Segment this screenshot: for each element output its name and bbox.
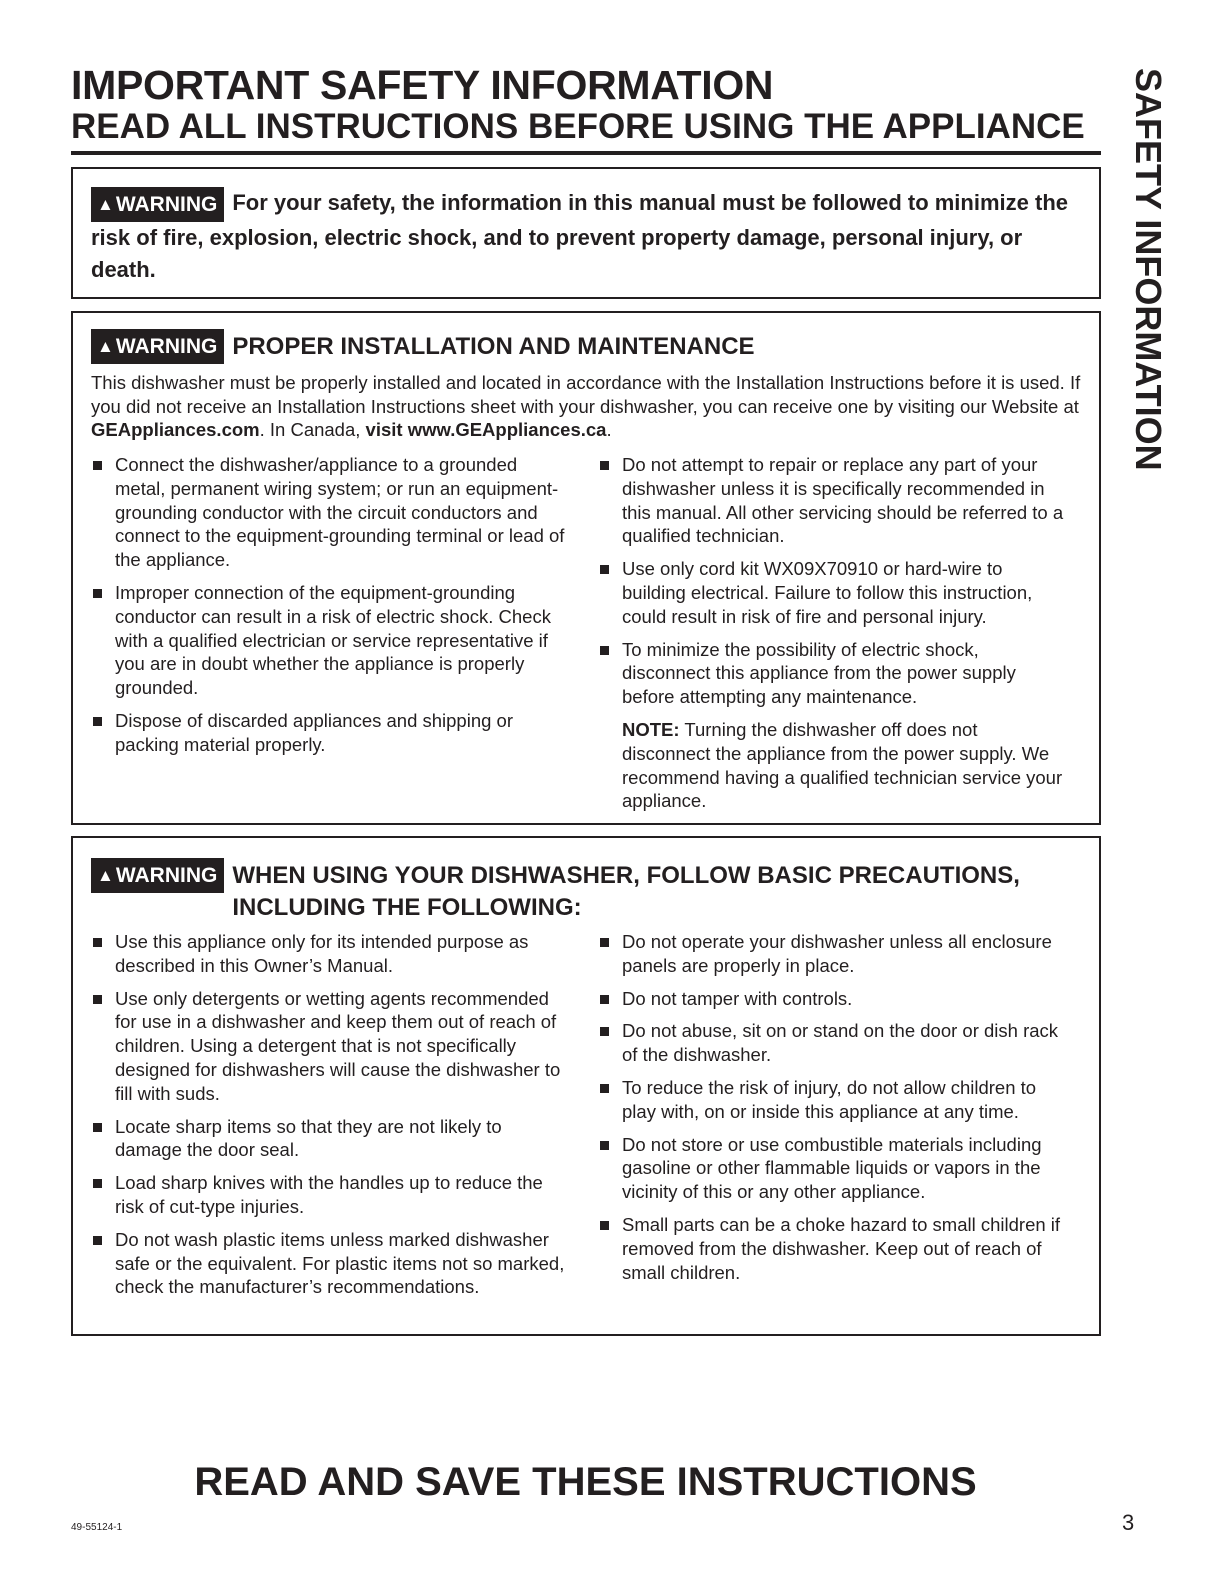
warning-badge: ▲WARNING	[91, 329, 224, 364]
precautions-left-column	[91, 930, 566, 1308]
warning-box-general	[71, 167, 1101, 299]
list-item: Use only detergents or wetting agents recommended for use in a dishwasher and keep them out of reach of children. Using a detergent that is not specifically designed for dishwashers will cause the dishwasher to fill with suds.	[91, 987, 566, 1106]
list-item: Do not tamper with controls.	[598, 987, 1068, 1011]
page-title: IMPORTANT SAFETY INFORMATION	[71, 62, 774, 108]
list-item: Do not attempt to repair or replace any part of your dishwasher unless it is specifically recommended in this manual. All other servicing should be referred to a qualified technician.	[598, 453, 1068, 548]
list-item: Do not wash plastic items unless marked dishwasher safe or the equivalent. For plastic items not so marked, check the manufacturer’s recommendations.	[91, 1228, 566, 1299]
side-tab	[1128, 68, 1188, 528]
list-item: To minimize the possibility of electric shock, disconnect this appliance from the power supply before attempting any maintenance.	[598, 638, 1068, 709]
list-item: Connect the dishwasher/appliance to a grounded metal, permanent wiring system; or run an equipment-grounding conductor with the circuit conductors and connect to the equipment-grounding terminal or lead of the appliance.	[91, 453, 566, 572]
title-divider	[71, 151, 1101, 155]
warning-badge: ▲WARNING	[91, 858, 224, 893]
note-text: Turning the dishwasher off does not disconnect the appliance from the power supply. We recommend having a qualified technician service your appliance.	[622, 718, 1063, 812]
list-item: Locate sharp items so that they are not likely to damage the door seal.	[91, 1115, 566, 1163]
warning-triangle-icon: ▲	[97, 337, 114, 356]
warning-triangle-icon: ▲	[97, 195, 114, 214]
page-subtitle: READ ALL INSTRUCTIONS BEFORE USING THE APPLIANCE	[71, 107, 1085, 146]
document-number: 49-55124-1	[71, 1522, 123, 1533]
list-item: Load sharp knives with the handles up to reduce the risk of cut-type injuries.	[91, 1171, 566, 1219]
general-warning-text	[91, 187, 1081, 285]
note-label: NOTE:	[622, 718, 680, 740]
list-item: Dispose of discarded appliances and shipping or packing material properly.	[91, 709, 566, 757]
installation-heading: PROPER INSTALLATION AND MAINTENANCE	[232, 333, 755, 360]
footer-title: READ AND SAVE THESE INSTRUCTIONS	[194, 1460, 977, 1504]
precautions-heading: WHEN USING YOUR DISHWASHER, FOLLOW BASIC PRECAUTIONS, INCLUDING THE FOLLOWING:	[232, 862, 1020, 921]
list-item: Use only cord kit WX09X70910 or hard-wire to building electrical. Failure to follow this instruction, could result in risk of fire and personal injury.	[598, 557, 1068, 628]
precautions-header	[91, 858, 1072, 924]
warning-triangle-icon: ▲	[97, 866, 114, 885]
general-warning-body: For your safety, the information in this manual must be followed to minimize the risk of fire, explosion, electric shock, and to prevent property damage, personal injury, or death.	[91, 190, 1068, 282]
installation-intro: This dishwasher must be properly installed and located in accordance with the Installation Instructions before it is used. If you did not receive an Installation Instructions sheet with your dishwasher, you can receive one by visiting our Website at GEAppliances.com. In Canada, visit www.GEAppliances.ca.	[91, 372, 1081, 441]
maintenance-note	[598, 718, 1068, 813]
installation-left-column	[91, 453, 566, 766]
list-item: To reduce the risk of injury, do not allow children to play with, on or inside this appliance at any time.	[598, 1076, 1068, 1124]
list-item: Use this appliance only for its intended purpose as described in this Owner’s Manual.	[91, 930, 566, 978]
warning-box-precautions	[71, 836, 1101, 1336]
installation-header	[91, 329, 755, 364]
list-item: Small parts can be a choke hazard to small children if removed from the dishwasher. Keep out of reach of small children.	[598, 1213, 1068, 1284]
page-number: 3	[1122, 1510, 1135, 1535]
precautions-right-column	[598, 930, 1068, 1293]
list-item: Do not store or use combustible materials including gasoline or other flammable liquids or vapors in the vicinity of this or any other appliance.	[598, 1133, 1068, 1204]
warning-badge: ▲WARNING	[91, 187, 224, 222]
side-tab-label: SAFETY INFORMATION	[1128, 68, 1169, 471]
installation-right-column	[598, 453, 1068, 813]
list-item: Do not operate your dishwasher unless all enclosure panels are properly in place.	[598, 930, 1068, 978]
website-link: GEAppliances.com	[91, 419, 260, 441]
warning-box-installation	[71, 311, 1101, 825]
canada-website-link: visit www.GEAppliances.ca	[365, 419, 607, 441]
list-item: Improper connection of the equipment-grounding conductor can result in a risk of electric shock. Check with a qualified electrician or service representative if you are in doubt whether the appliance is properly grounded.	[91, 581, 566, 700]
list-item: Do not abuse, sit on or stand on the door or dish rack of the dishwasher.	[598, 1019, 1068, 1067]
